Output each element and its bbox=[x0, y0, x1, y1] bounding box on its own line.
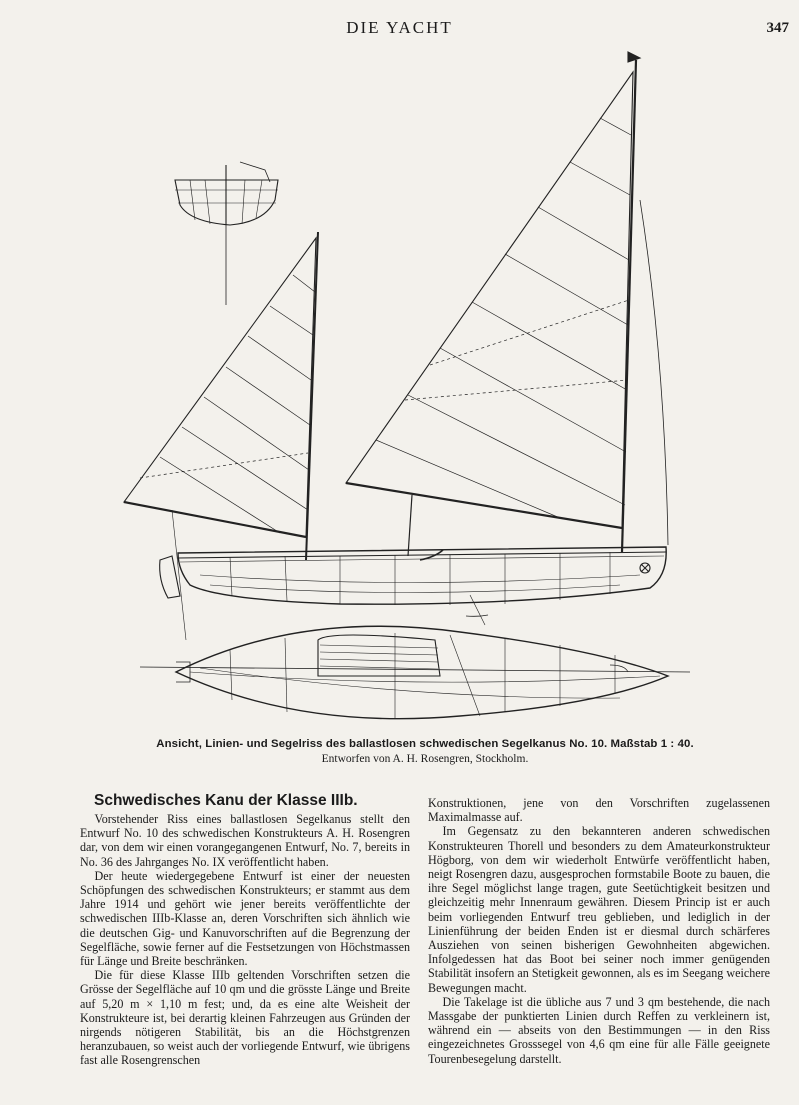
paragraph: Die für diese Klasse IIIb geltenden Vorschriften setzen die Grösse der Segelfläche auf 10 qm und die grösste Länge und Breite auf 5,20 m × 1,10 m fest; und, da es eine alte Weisheit der Konstrukteure ist, bei derartig kleinen Fahrzeugen aus Gründen der nirgends nötigeren Stabilität, bis an die Höchstgrenzen heranzubauen, so weist auch der vorliegende Entwurf, wie übrigens fast alle Rosengrenschen bbox=[80, 968, 410, 1068]
paragraph: Der heute wiedergegebene Entwurf ist einer der neuesten Schöpfungen des schwedischen Konstrukteurs; er stammt aus dem Jahre 1914 und gehört wie jener bereits veröffentlichte der schwedischen IIIb-Klasse an, deren Vorschriften sich ähnlich wie die deutschen Gig- und Kanuvorschriften auf die Begrenzung der Segelfläche, sowie ferner auf die Festsetzungen von Höchstmassen für Länge und Breite beschränken. bbox=[80, 868, 410, 969]
paragraph: Die Takelage ist die übliche aus 7 und 3 qm bestehende, die nach Massgabe der punktierten Linien durch Reffen zu verkleinern ist, während ein — abseits von den Bestimmungen — in den Riss eingezeichnetes Grosssegel von 4,6 qm eine für alle Fälle geeignete Tourenbesegelung darstellt. bbox=[428, 994, 770, 1066]
caption-text: Ansicht, Linien- und Segelriss des ballastlosen schwedischen Segelkanus No. 10. bbox=[156, 738, 608, 750]
body-section-view bbox=[175, 162, 278, 305]
running-title: DIE YACHT bbox=[346, 18, 453, 37]
main-sail bbox=[346, 52, 668, 556]
figure-caption bbox=[100, 738, 750, 765]
paragraph: Im Gegensatz zu den bekannteren anderen schwedischen Konstrukteuren Thorell und besonders zu dem Amateurkonstrukteur Högborg, von dem wir wiederholt Entwürfe veröffentlicht haben, neigt Rosengren dazu, ausgesprochen formstabile Boote zu bauen, die ihre Segel möglichst lange tragen, gute Seetüchtigkeit besitzen und gleichzeitig mehr Innenraum gewähren. Diesem Princip ist er auch beim vorliegenden Entwurf treu geblieben, und lediglich in der Linienführung der beiden Enden ist er diesmal durch schärferes Ausziehen von seinen bisherigen Gewohnheiten abgewichen. Infolgedessen hat das Boot bei seiner noch immer genügenden Stabilität insofern an Stetigkeit gewonnen, als es im Seegang weichere Bewegungen macht. bbox=[428, 824, 770, 995]
paragraph: Konstruktionen, jene von den Vorschriften zugelassenen Maximalmasse auf. bbox=[428, 796, 770, 825]
hull-plan-view bbox=[140, 626, 690, 718]
article-title: Schwedisches Kanu der Klasse IIIb. bbox=[94, 792, 358, 809]
hull-profile bbox=[160, 510, 667, 640]
caption-scale: Maßstab 1 : 40. bbox=[610, 738, 694, 750]
mizzen-sail bbox=[124, 232, 318, 560]
page-header bbox=[0, 18, 799, 42]
page-number: 347 bbox=[766, 20, 789, 36]
text-column-left bbox=[80, 812, 410, 1068]
sail-plan-drawing bbox=[0, 40, 799, 740]
caption-credit: Entworfen von A. H. Rosengren, Stockholm. bbox=[321, 753, 529, 765]
paragraph: Vorstehender Riss eines ballastlosen Segelkanus stellt den Entwurf No. 10 des schwedischen Konstrukteurs A. H. Rosengren dar, von dem wir einen vorangegangenen Entwurf, No. 7, bereits in No. 36 des Jahrganges No. IX veröffentlicht haben. bbox=[80, 812, 410, 869]
text-column-right bbox=[428, 796, 770, 1066]
